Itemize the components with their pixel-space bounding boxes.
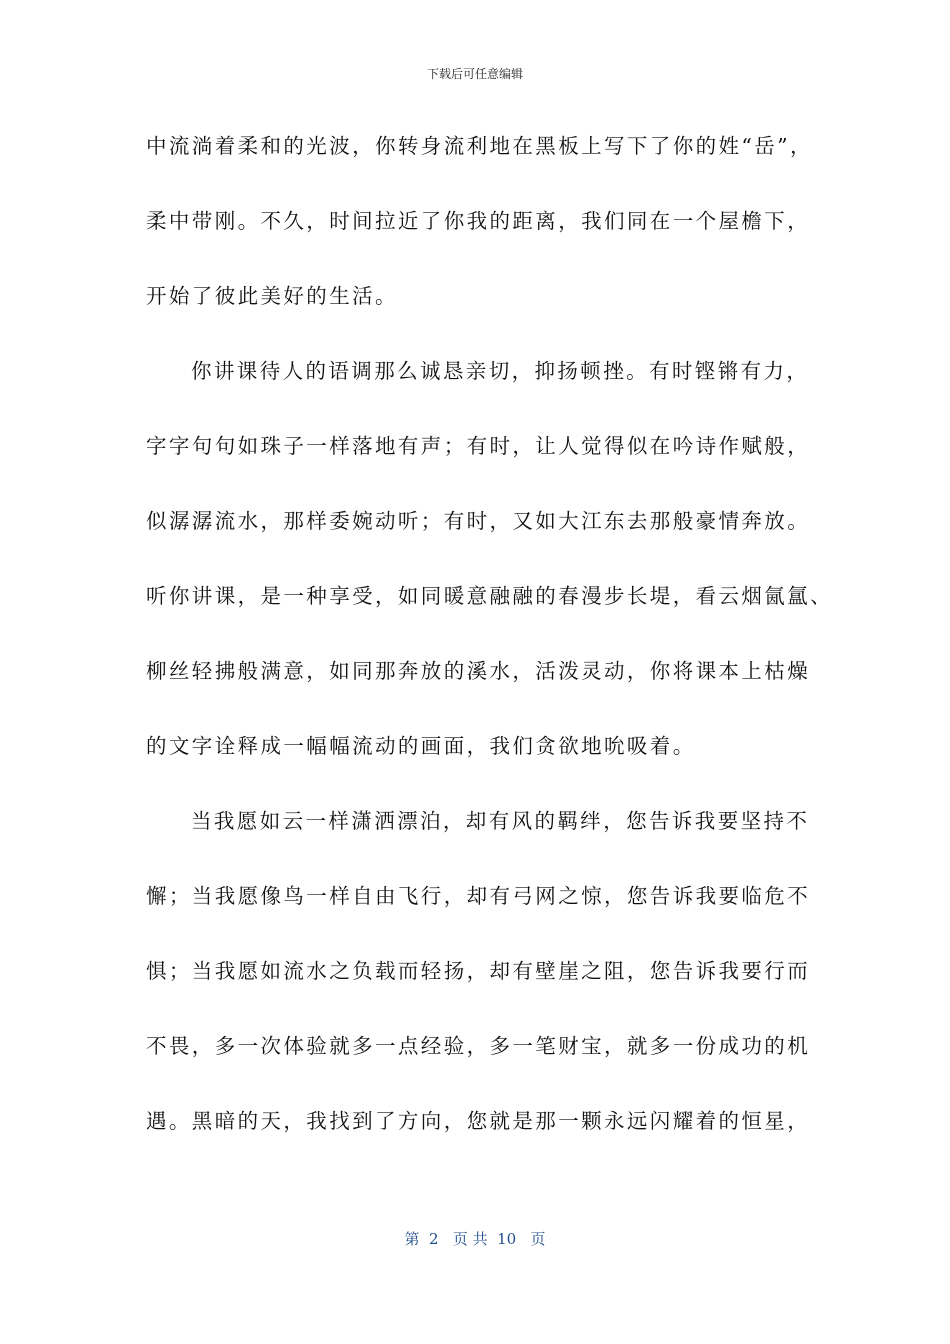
page-header: 下载后可任意编辑 (426, 67, 523, 81)
page-number-footer: 第 2 页 共 10 页 (404, 1230, 546, 1248)
text-line: 听你讲课，是一种享受，如同暖意融融的春漫步长堤，看云烟氤氲、 (146, 584, 833, 608)
text-line: 开始了彼此美好的生活。 (146, 284, 398, 308)
text-line: 懈；当我愿像鸟一样自由飞行，却有弓网之惊，您告诉我要临危不 (146, 884, 811, 908)
text-line: 遇。黑暗的天，我找到了方向，您就是那一颗永远闪耀着的恒星， (146, 1109, 811, 1133)
text-line: 柔中带刚。不久，时间拉近了你我的距离，我们同在一个屋檐下， (146, 209, 811, 233)
document-body (146, 128, 846, 1178)
text-line: 字字句句如珠子一样落地有声；有时，让人觉得似在吟诗作赋般， (146, 434, 811, 458)
paragraph-start-line: 当我愿如云一样潇洒漂泊，却有风的羁绊，您告诉我要坚持不 (191, 809, 810, 833)
text-line: 的文字诠释成一幅幅流动的画面，我们贪欲地吮吸着。 (146, 734, 696, 758)
text-line: 惧；当我愿如流水之负载而轻扬，却有壁崖之阻，您告诉我要行而 (146, 959, 811, 983)
text-line: 不畏，多一次体验就多一点经验，多一笔财宝，就多一份成功的机 (146, 1034, 811, 1058)
text-line: 似潺潺流水，那样委婉动听；有时，又如大江东去那般豪情奔放。 (146, 509, 811, 533)
paragraph-start-line: 你讲课待人的语调那么诚恳亲切，抑扬顿挫。有时铿锵有力， (191, 359, 810, 383)
text-line: 中流淌着柔和的光波，你转身流利地在黑板上写下了你的姓“岳”， (146, 134, 813, 158)
text-line: 柳丝轻拂般满意，如同那奔放的溪水，活泼灵动，你将课本上枯燥 (146, 659, 811, 683)
